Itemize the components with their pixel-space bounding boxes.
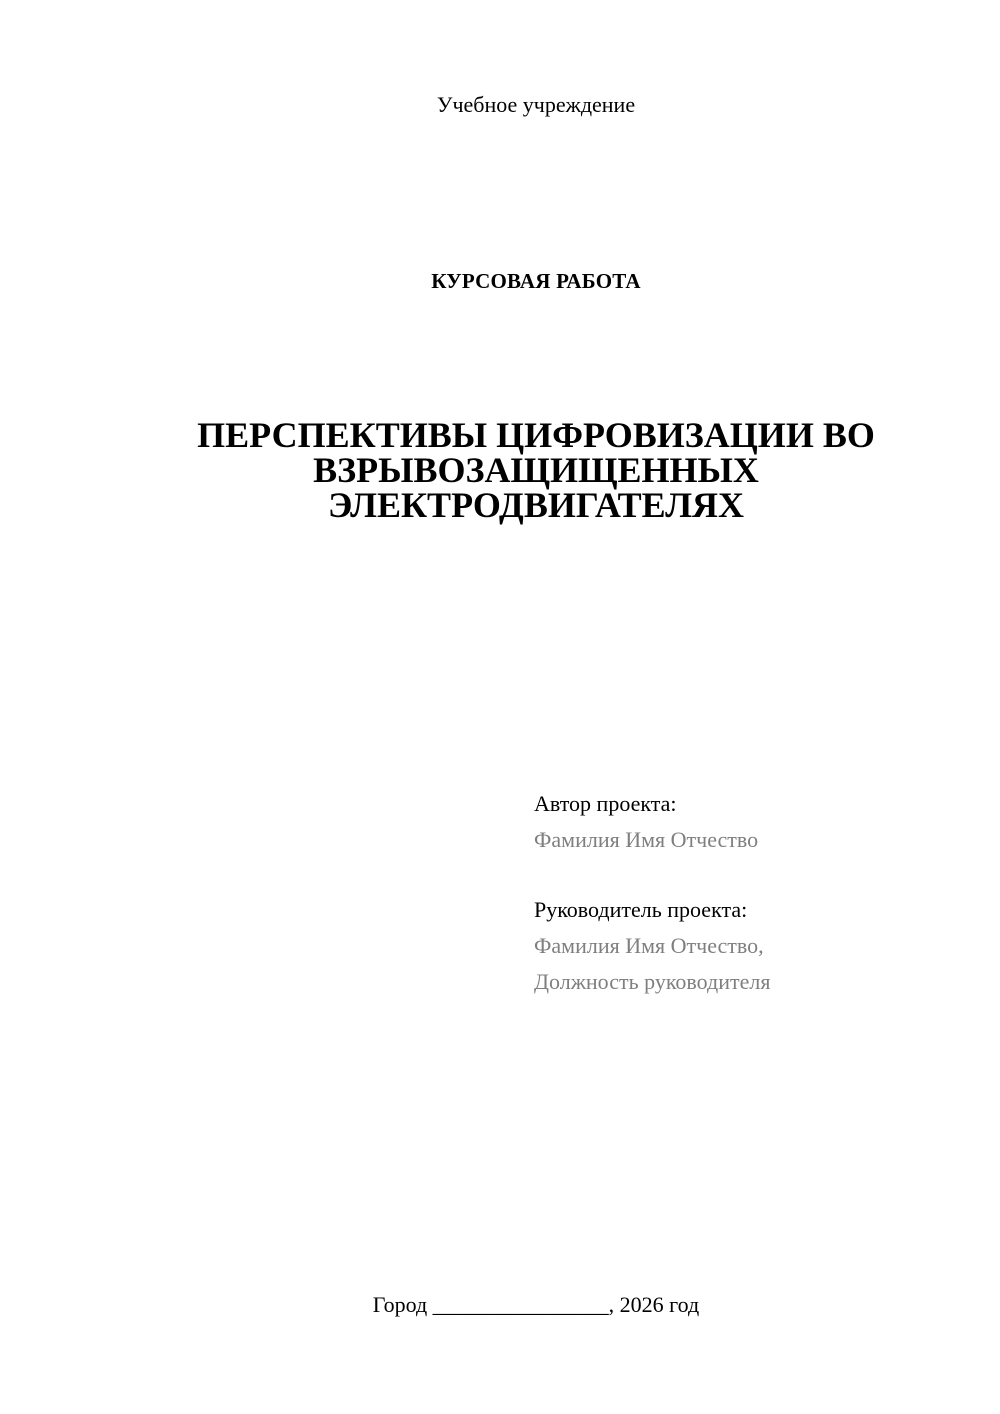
title-line: ВЗРЫВОЗАЩИЩЕННЫХ xyxy=(313,450,759,490)
title-line: ПЕРСПЕКТИВЫ ЦИФРОВИЗАЦИИ ВО xyxy=(197,415,875,455)
credits-block xyxy=(534,786,974,1000)
author-label: Автор проекта: xyxy=(534,791,677,816)
title-line: ЭЛЕКТРОДВИГАТЕЛЯХ xyxy=(327,485,745,525)
supervisor-name: Фамилия Имя Отчество, xyxy=(534,933,764,958)
institution-name: Учебное учреждение xyxy=(436,92,636,117)
spacer xyxy=(534,858,974,892)
supervisor-position: Должность руководителя xyxy=(534,969,771,994)
city-year-line: Город ________________, 2026 год xyxy=(372,1292,700,1317)
work-type-heading: КУРСОВАЯ РАБОТА xyxy=(431,269,641,293)
supervisor-label: Руководитель проекта: xyxy=(534,897,748,922)
document-title xyxy=(0,415,1000,525)
author-name: Фамилия Имя Отчество xyxy=(534,827,759,852)
